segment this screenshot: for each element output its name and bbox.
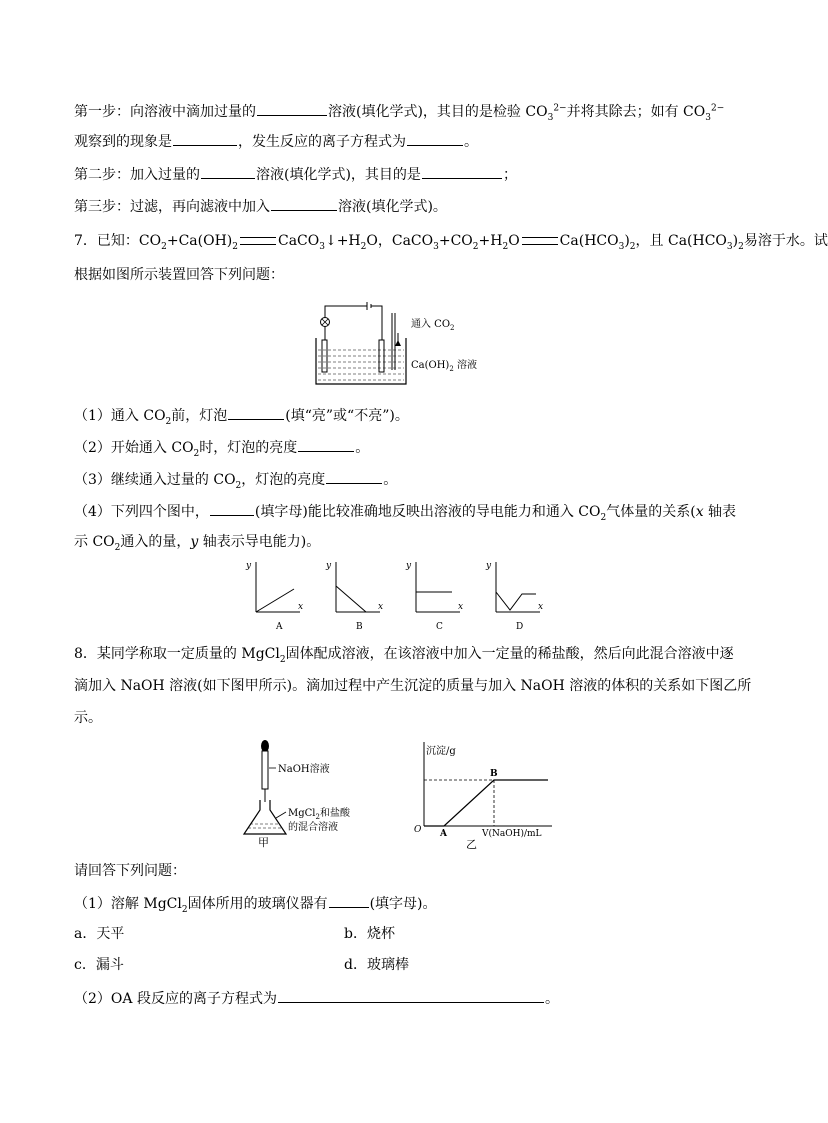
svg-text:沉淀/g: 沉淀/g [426, 746, 456, 757]
precipitate-chart-yi [410, 740, 560, 852]
svg-text:x: x [458, 602, 464, 612]
svg-text:y: y [486, 561, 492, 571]
blank-q7-4[interactable] [210, 501, 254, 516]
option-a: a．天平 [74, 926, 125, 942]
titration-figure-jia [238, 738, 368, 850]
svg-text:通入 CO2: 通入 $CO_2$ [411, 319, 455, 332]
svg-text:Ca(OH)2 溶液: $Ca(OH)_2$ 溶液 [411, 360, 477, 373]
dropper-bulb [261, 740, 269, 752]
precipitate-curve [424, 780, 548, 826]
q7-part4-line2: 示 $CO_2$通入的量，y 轴表示导电能力)。 [74, 534, 321, 553]
q7-graphs [240, 556, 560, 634]
step3-line: 第三步：过滤，再向滤液中加入 溶液(填化学式)。 [74, 196, 447, 216]
svg-text:C: C [436, 622, 443, 632]
svg-text:O: O [414, 825, 422, 835]
svg-text:B: B [490, 769, 498, 779]
svg-text:的混合溶液: 的混合溶液 [288, 822, 338, 833]
equals-arrow [240, 237, 276, 245]
q8-ask: 请回答下列问题： [74, 863, 186, 879]
q7-part4-line1: （4）下列四个图中， (填字母)能比较准确地反映出溶液的导电能力和通入 $CO_2$气体量的关系(x 轴表 [74, 501, 736, 521]
conductivity-apparatus-figure [312, 298, 492, 388]
q7-line2: 根据如图所示装置回答下列问题： [74, 267, 284, 283]
q8-line1: 8．某同学称取一定质量的 MgCl$_2$固体配成溶液，在该溶液中加入一定量的稀盐酸，然后向此混合溶液中逐 [74, 646, 734, 665]
blank-q8-1[interactable] [329, 893, 369, 908]
blank-step2-reagent[interactable] [201, 164, 255, 179]
svg-text:y: y [406, 561, 412, 571]
blank-step1-reagent[interactable] [257, 101, 327, 116]
svg-text:D: D [516, 622, 524, 632]
blank-q8-2[interactable] [278, 988, 544, 1003]
blank-step3-reagent[interactable] [271, 196, 337, 211]
q8-line2: 滴加入 NaOH 溶液(如下图甲所示)。滴加过程中产生沉淀的质量与加入 NaOH 溶液的体积的关系如下图乙所 [74, 678, 752, 694]
option-c: c．漏斗 [74, 957, 124, 973]
equals-arrow [522, 237, 558, 245]
svg-text:A: A [276, 622, 283, 632]
q7-part1: （1）通入 $CO_2$前，灯泡 (填“亮”或“不亮”)。 [74, 405, 409, 425]
q8-part1: （1）溶解 MgCl$_2$固体所用的玻璃仪器有 (填字母)。 [74, 893, 437, 913]
graph-A [245, 561, 303, 632]
q8-line3: 示。 [74, 710, 102, 726]
svg-text:x: x [538, 602, 544, 612]
step1-line1: 第一步：向溶液中滴加过量的 溶液(填化学式)，其目的是检验 $CO_3^{2-}$并将其除去；如有 $CO_3^{2-}$ [74, 101, 724, 121]
svg-text:y: y [326, 561, 332, 571]
svg-text:NaOH溶液: NaOH溶液 [278, 764, 330, 775]
blank-q7-3[interactable] [326, 469, 382, 484]
step1-line2: 观察到的现象是 ，发生反应的离子方程式为 。 [74, 131, 478, 151]
q7-line1: 7．已知：$CO_2+Ca(OH)_2$ $CaCO_3↓+H_2O$，$CaCO_3+CO_2+H_2O$ $Ca(HCO_3)_2$，且 $Ca(HCO_3)_2$易溶于水。试 [74, 233, 828, 252]
svg-text:x: x [298, 602, 304, 612]
graph-C [405, 561, 463, 632]
graph-D [485, 561, 543, 632]
blank-step1-equation[interactable] [407, 131, 463, 146]
q7-part3: （3）继续通入过量的 $CO_2$，灯泡的亮度 。 [74, 469, 397, 489]
svg-text:甲: 甲 [258, 836, 269, 849]
q8-part2: （2）OA 段反应的离子方程式为 。 [74, 988, 559, 1008]
option-b: b．烧杯 [344, 926, 395, 942]
svg-text:x: x [378, 602, 384, 612]
svg-text:MgCl2和盐酸: MgCl$_2$和盐酸 [288, 808, 350, 821]
graph-B [325, 561, 383, 632]
conical-flask [244, 800, 286, 834]
svg-text:B: B [356, 622, 363, 632]
svg-text:y: y [246, 561, 252, 571]
blank-step1-phenomenon[interactable] [173, 131, 237, 146]
dropper-tube [262, 751, 268, 789]
q7-part2: （2）开始通入 $CO_2$时，灯泡的亮度 。 [74, 437, 369, 457]
blank-step2-purpose[interactable] [422, 164, 502, 179]
blank-q7-2[interactable] [298, 437, 354, 452]
step2-line: 第二步：加入过量的 溶液(填化学式)，其目的是 ； [74, 164, 517, 184]
svg-text:V(NaOH)/mL: V(NaOH)/mL [482, 829, 542, 839]
svg-text:乙: 乙 [466, 838, 477, 851]
option-d: d．玻璃棒 [344, 957, 409, 973]
blank-q7-1[interactable] [228, 405, 284, 420]
svg-text:A: A [440, 829, 447, 839]
